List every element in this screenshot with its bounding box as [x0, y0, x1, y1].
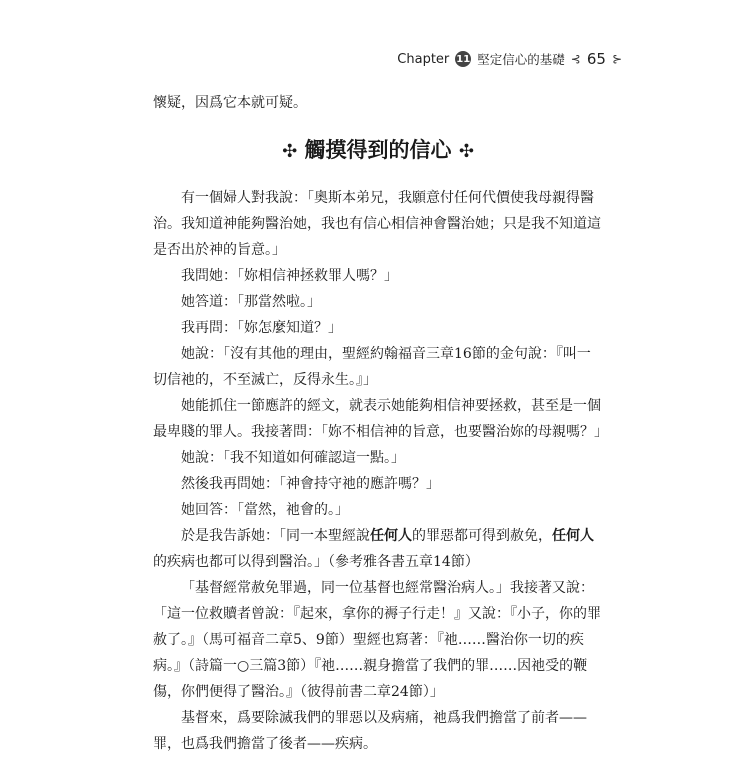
chapter-title: 堅定信心的基礎: [477, 52, 565, 67]
ornament-right-icon: ⊱: [611, 52, 622, 66]
paragraph: 她說：「我不知道如何確認這一點。」: [181, 450, 405, 466]
paragraph: 她回答：「當然，祂會的。」: [181, 502, 349, 518]
page-body: [153, 90, 608, 757]
paragraph-anyone: [153, 523, 603, 575]
emphasis-anyone: 任何人: [370, 528, 412, 544]
ornament-left-icon: ⊰: [570, 52, 581, 66]
continuation-text: 懷疑，因爲它本就可疑。: [153, 95, 307, 111]
paragraph: 她能抓住一節應許的經文，就表示她能夠相信神要拯救，甚至是一個最卑賤的罪人。我接著問：「妳不相信神的旨意，也要醫治妳的母親嗎？」: [153, 398, 608, 440]
section-heading: [153, 135, 603, 167]
paragraph: 我再問：「妳怎麼知道？」: [181, 320, 342, 336]
paragraph: 她說：「沒有其他的理由，聖經約翰福音三章16節的金句說：『叫一切信祂的，不至滅亡，反得永生。』」: [153, 346, 591, 388]
cross-ornament-left-icon: ✣: [282, 141, 298, 162]
text-segment: 的疾病也都可以得到醫治。」（參考雅各書五章14節）: [153, 554, 479, 570]
chapter-number-badge: 11: [455, 51, 471, 67]
page-number: 65: [586, 50, 606, 68]
paragraph: 她答道：「那當然啦。」: [181, 294, 321, 310]
paragraph: 我問她：「妳相信神拯救罪人嗎？」: [181, 268, 398, 284]
emphasis-anyone: 任何人: [552, 528, 594, 544]
paragraph: 基督來，爲要除滅我們的罪惡以及病痛，祂爲我們擔當了前者——罪，也爲我們擔當了後者——疾病。: [153, 710, 587, 752]
chapter-label: Chapter: [397, 51, 450, 67]
text-segment: 的罪惡都可得到赦免，: [412, 528, 552, 544]
paragraph: 「基督經常赦免罪過，同一位基督也經常醫治病人。」我接著又說：「這一位救贖者曾說：『起來，拿你的褥子行走！』又說：『小子，你的罪赦了。』（馬可福音二章5、9節）聖經也寫著：『祂……醫治你一切的疾病。』（詩篇一○三篇3節）『祂……親身擔當了我們的罪……因祂受的鞭傷，你們便得了醫治。』（彼得前書二章24節）」: [153, 580, 601, 700]
section-heading-text: 觸摸得到的信心: [304, 138, 452, 162]
paragraph: 然後我再問她：「神會持守祂的應許嗎？」: [181, 476, 440, 492]
running-header: [397, 50, 622, 68]
cross-ornament-right-icon: ✣: [458, 141, 474, 162]
text-segment: 於是我告訴她：「同一本聖經說: [181, 528, 370, 544]
paragraph: 有一個婦人對我說：「奧斯本弟兄，我願意付任何代價使我母親得醫治。我知道神能夠醫治她，我也有信心相信神會醫治她；只是我不知道這是否出於神的旨意。」: [153, 190, 601, 258]
